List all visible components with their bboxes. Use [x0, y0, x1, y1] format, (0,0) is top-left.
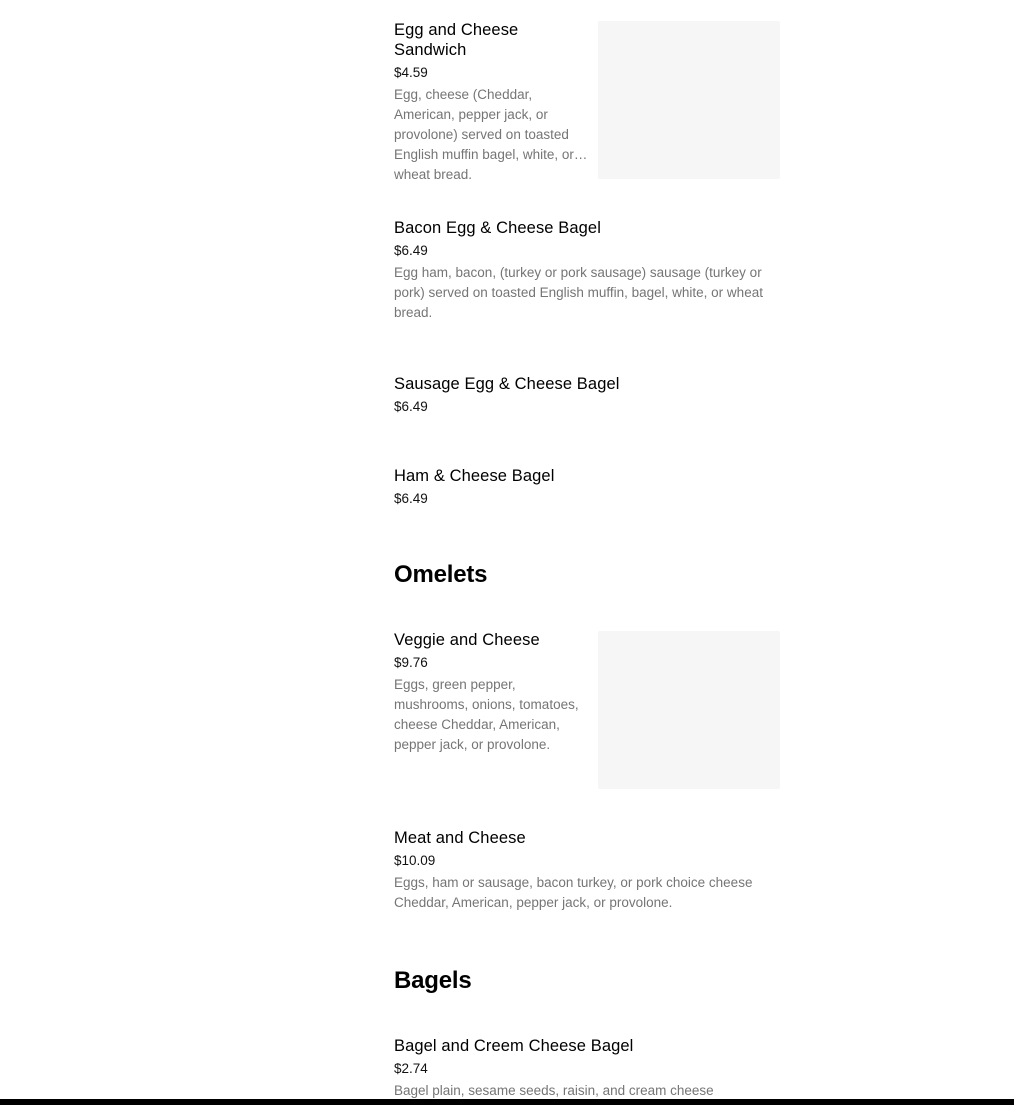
- menu-item-egg-and-cheese-sandwich[interactable]: [394, 20, 780, 180]
- menu-item-text: [394, 828, 774, 913]
- menu-item-description: Eggs, green pepper, mushrooms, onions, tomatoes, cheese Cheddar, American, pepper jack, or provolone.: [394, 677, 579, 752]
- menu-item-title: Ham & Cheese Bagel: [394, 467, 555, 485]
- bottom-bar: [0, 1099, 1014, 1105]
- menu-item-description: Eggs, ham or sausage, bacon turkey, or pork choice cheese Cheddar, American, pepper jack, or provolone.: [394, 875, 753, 910]
- menu-item-text: [394, 218, 774, 323]
- menu-item-price: $6.49: [394, 399, 428, 414]
- menu-item-title: Bacon Egg & Cheese Bagel: [394, 219, 601, 237]
- menu-item-description: Egg, cheese (Cheddar, American, pepper jack, or provolone) served on toasted English muffin bagel, white, or wheat bread.: [394, 87, 574, 182]
- menu-item-veggie-and-cheese[interactable]: [394, 630, 780, 790]
- menu-item-description: Egg ham, bacon, (turkey or pork sausage) sausage (turkey or pork) served on toasted English muffin, bagel, white, or wheat bread.: [394, 265, 763, 320]
- menu-item-text: [394, 630, 590, 755]
- menu-item-title: Egg and Cheese Sandwich: [394, 21, 519, 59]
- menu-item-price: $6.49: [394, 243, 428, 258]
- menu-item-description: Bagel plain, sesame seeds, raisin, and cream cheese: [394, 1083, 714, 1098]
- menu-item-title: Meat and Cheese: [394, 829, 526, 847]
- menu-item-price: $9.76: [394, 655, 428, 670]
- menu-item-meat-and-cheese[interactable]: [394, 828, 780, 918]
- menu-item-price: $10.09: [394, 853, 436, 868]
- menu-item-text: [394, 1036, 774, 1101]
- menu-item-bagel-and-cream-cheese[interactable]: [394, 1036, 780, 1099]
- menu-item-text: [394, 20, 590, 182]
- menu-item-sausage-egg-cheese-bagel[interactable]: [394, 374, 780, 418]
- menu-item-title: Sausage Egg & Cheese Bagel: [394, 375, 620, 393]
- menu-item-text: [394, 466, 774, 507]
- menu-item-price: $4.59: [394, 65, 428, 80]
- menu-item-price: $6.49: [394, 491, 428, 506]
- menu-item-ham-cheese-bagel[interactable]: [394, 466, 780, 510]
- menu-item-price: $2.74: [394, 1061, 428, 1076]
- menu-item-title: Bagel and Creem Cheese Bagel: [394, 1037, 634, 1055]
- menu-item-image[interactable]: [598, 21, 780, 179]
- menu-item-bacon-egg-cheese-bagel[interactable]: [394, 218, 780, 328]
- menu-item-text: [394, 374, 774, 415]
- section-heading-omelets: Omelets: [394, 561, 488, 588]
- menu-item-title: Veggie and Cheese: [394, 631, 540, 649]
- section-heading-bagels: Bagels: [394, 967, 472, 994]
- menu-item-image[interactable]: [598, 631, 780, 789]
